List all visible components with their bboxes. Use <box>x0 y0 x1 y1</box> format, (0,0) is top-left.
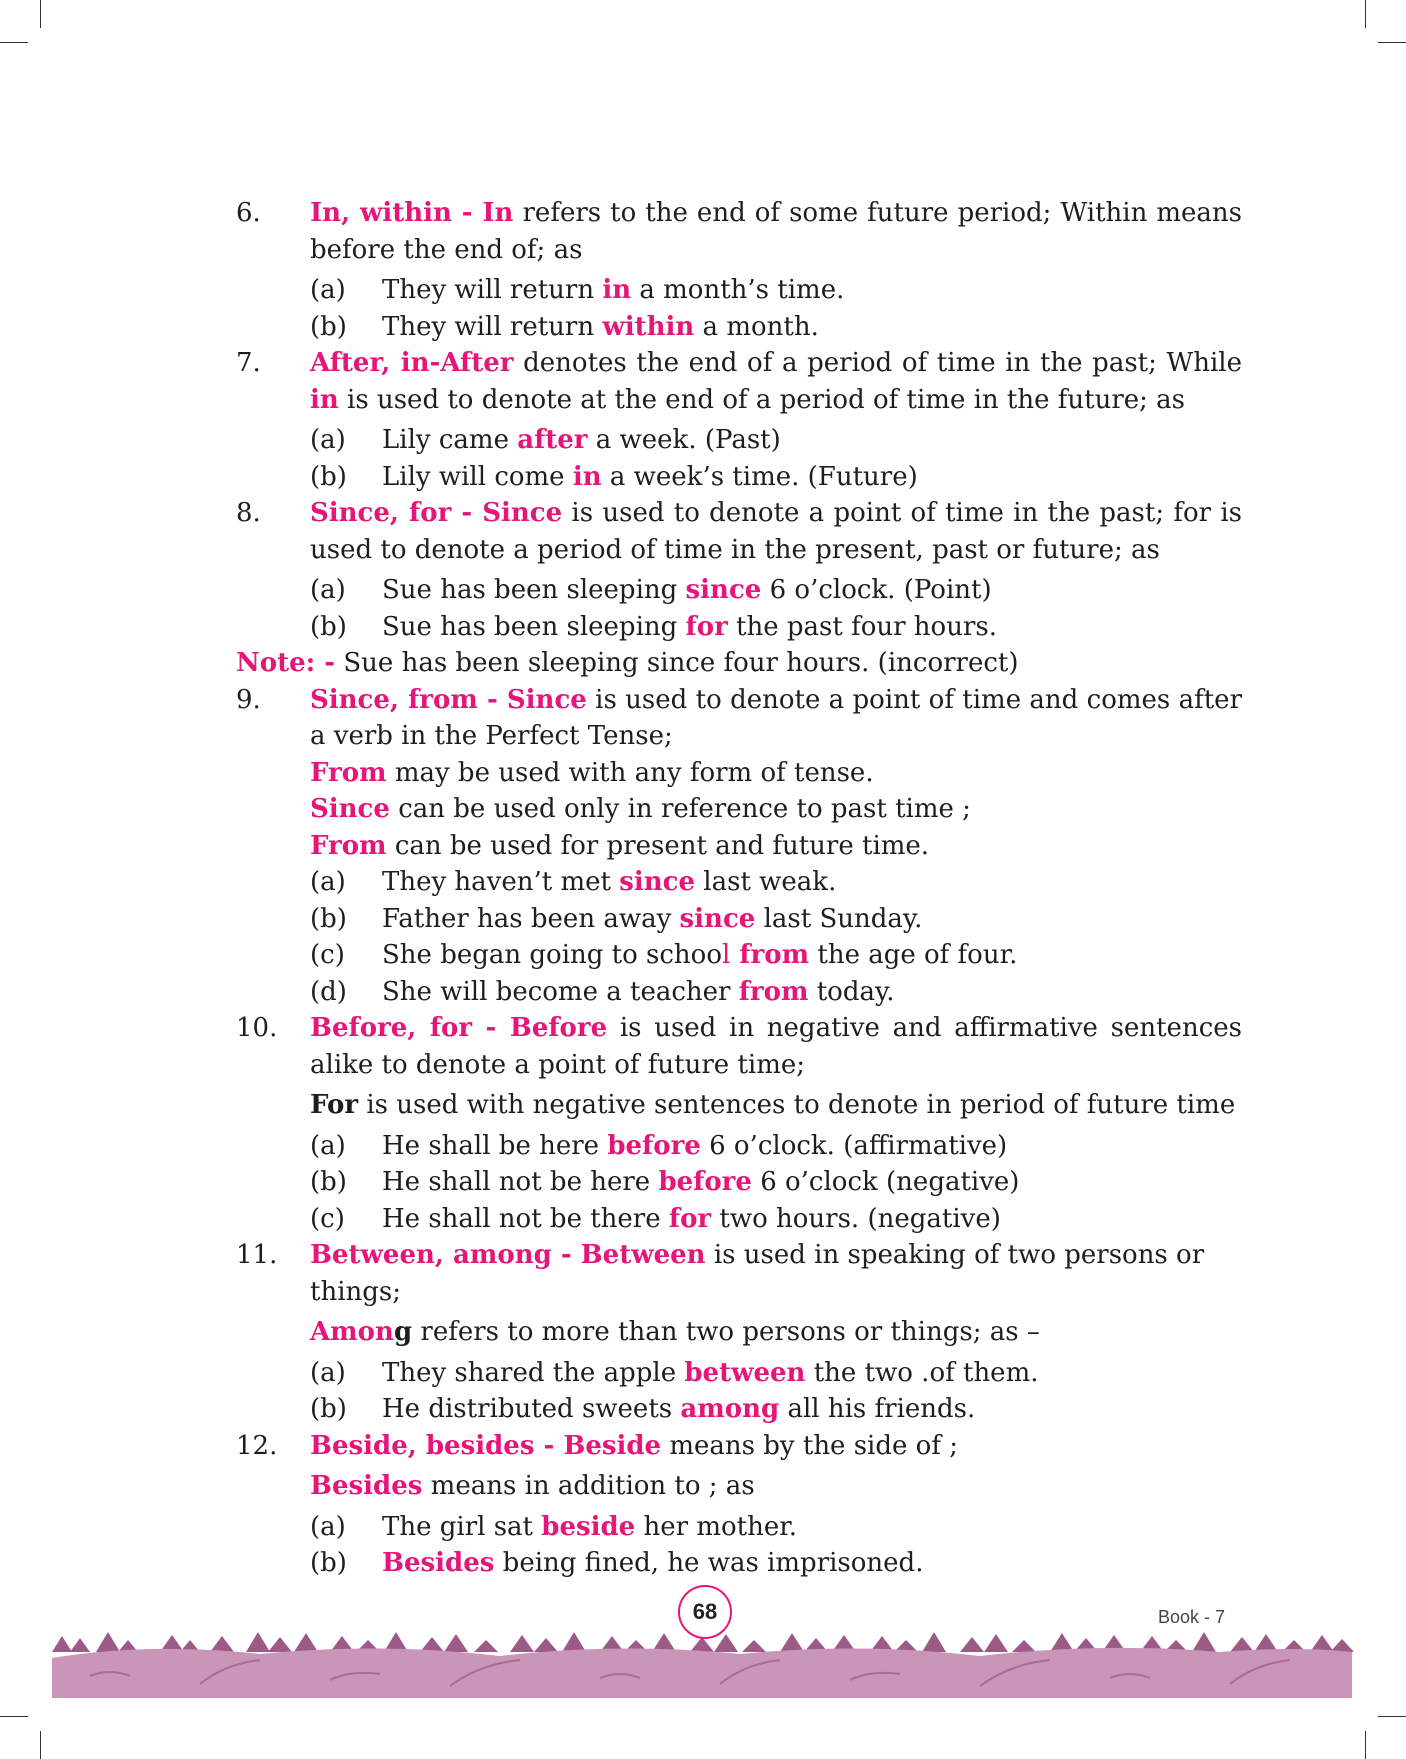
rule-line: Since can be used only in reference to past time ; <box>310 794 971 824</box>
item-heading: Beside, besides - Beside <box>310 1430 662 1461</box>
item-12: 12. Beside, besides - Beside means by the side of ; <box>236 1428 1242 1465</box>
item-heading: Since, for - Since <box>310 498 563 528</box>
page-content <box>236 195 1242 1582</box>
page-number: 68 <box>678 1585 732 1639</box>
item-number: 8. <box>236 498 261 528</box>
example-line: (d) She will become a teacher from today. <box>310 976 895 1007</box>
crop-mark <box>0 1716 28 1717</box>
item-heading: Between, among - Between <box>310 1240 706 1270</box>
rule-line: Among refers to more than two persons or things; as – <box>310 1317 1040 1347</box>
rule-line: Besides means in addition to ; as <box>310 1471 755 1501</box>
example-line: (b) He shall not be here before 6 o’clock (negative) <box>310 1167 1020 1197</box>
book-label: Book - 7 <box>1158 1607 1226 1627</box>
note-line: Note: - Sue has been sleeping since four hours. (incorrect) <box>236 648 1019 678</box>
item-heading: In, within - In <box>310 198 514 228</box>
item-number: 12. <box>236 1430 278 1461</box>
rule-line: From can be used for present and future time. <box>310 830 930 861</box>
example-line: (a) Lily came after a week. (Past) <box>310 425 781 455</box>
item-number: 9. <box>236 684 261 715</box>
crop-mark <box>1365 1731 1366 1759</box>
item-10: 10. Before, for - Before is used in negative and affirmative sentences alike to denote a point of future time; <box>236 1010 1242 1083</box>
item-6 <box>236 195 1242 268</box>
crop-mark <box>40 1731 41 1759</box>
crop-mark <box>1378 42 1406 43</box>
example-line: (a) Sue has been sleeping since 6 o’clock. (Point) <box>310 575 992 605</box>
crop-mark <box>1365 0 1366 28</box>
item-number: 6. <box>236 198 261 228</box>
item-7: 7. After, in-After denotes the end of a period of time in the past; While in is used to denote at the end of a period of time in the future; as <box>236 345 1242 418</box>
example-line: (a) The girl sat beside her mother. <box>310 1511 798 1542</box>
item-number: 10. <box>236 1013 278 1043</box>
example-line: (b) He distributed sweets among all his friends. <box>310 1394 976 1424</box>
example-line: (c) She began going to school from the age of four. <box>310 940 1018 970</box>
example-line: (b) Father has been away since last Sunday. <box>310 903 923 934</box>
example-line: (c) He shall not be there for two hours. (negative) <box>310 1203 1001 1234</box>
example-line: (b) They will return within a month. <box>310 311 819 342</box>
crop-mark <box>1378 1716 1406 1717</box>
example-line: (b) Lily will come in a week’s time. (Future) <box>310 461 918 492</box>
item-number: 11. <box>236 1240 278 1270</box>
item-heading: After, in-After <box>310 348 514 378</box>
note-label: Note: - <box>236 648 336 678</box>
rule-line: For is used with negative sentences to denote in period of future time <box>310 1090 1236 1120</box>
item-9: 9. Since, from - Since is used to denote a point of time and comes after a verb in the Perfect Tense; <box>236 682 1242 755</box>
item-11: 11. Between, among - Between is used in speaking of two persons or things; <box>236 1237 1242 1310</box>
crop-mark <box>40 0 41 28</box>
example-line: (a) He shall be here before 6 o’clock. (affirmative) <box>310 1130 1008 1161</box>
hills <box>52 1648 1352 1698</box>
example-line: (a) They shared the apple between the two .of them. <box>310 1357 1039 1388</box>
crop-mark <box>0 42 28 43</box>
example-line: (a) They haven’t met since last weak. <box>310 867 837 897</box>
item-8: 8. Since, for - Since is used to denote a point of time in the past; for is used to denote a period of time in the present, past or future; as <box>236 495 1242 568</box>
example-line: (b) Sue has been sleeping for the past four hours. <box>310 611 997 642</box>
item-number: 7. <box>236 348 261 378</box>
item-heading: Since, from - Since <box>310 684 587 715</box>
example-line: (b) Besides being fined, he was imprisoned. <box>310 1548 924 1578</box>
item-text: refers to the end of some future period; Within means before the end of; as <box>310 198 1243 265</box>
rule-line: From may be used with any form of tense. <box>310 757 874 788</box>
item-heading: Before, for - Before <box>310 1013 608 1043</box>
example-line: (a) They will return in a month’s time. <box>310 275 845 305</box>
